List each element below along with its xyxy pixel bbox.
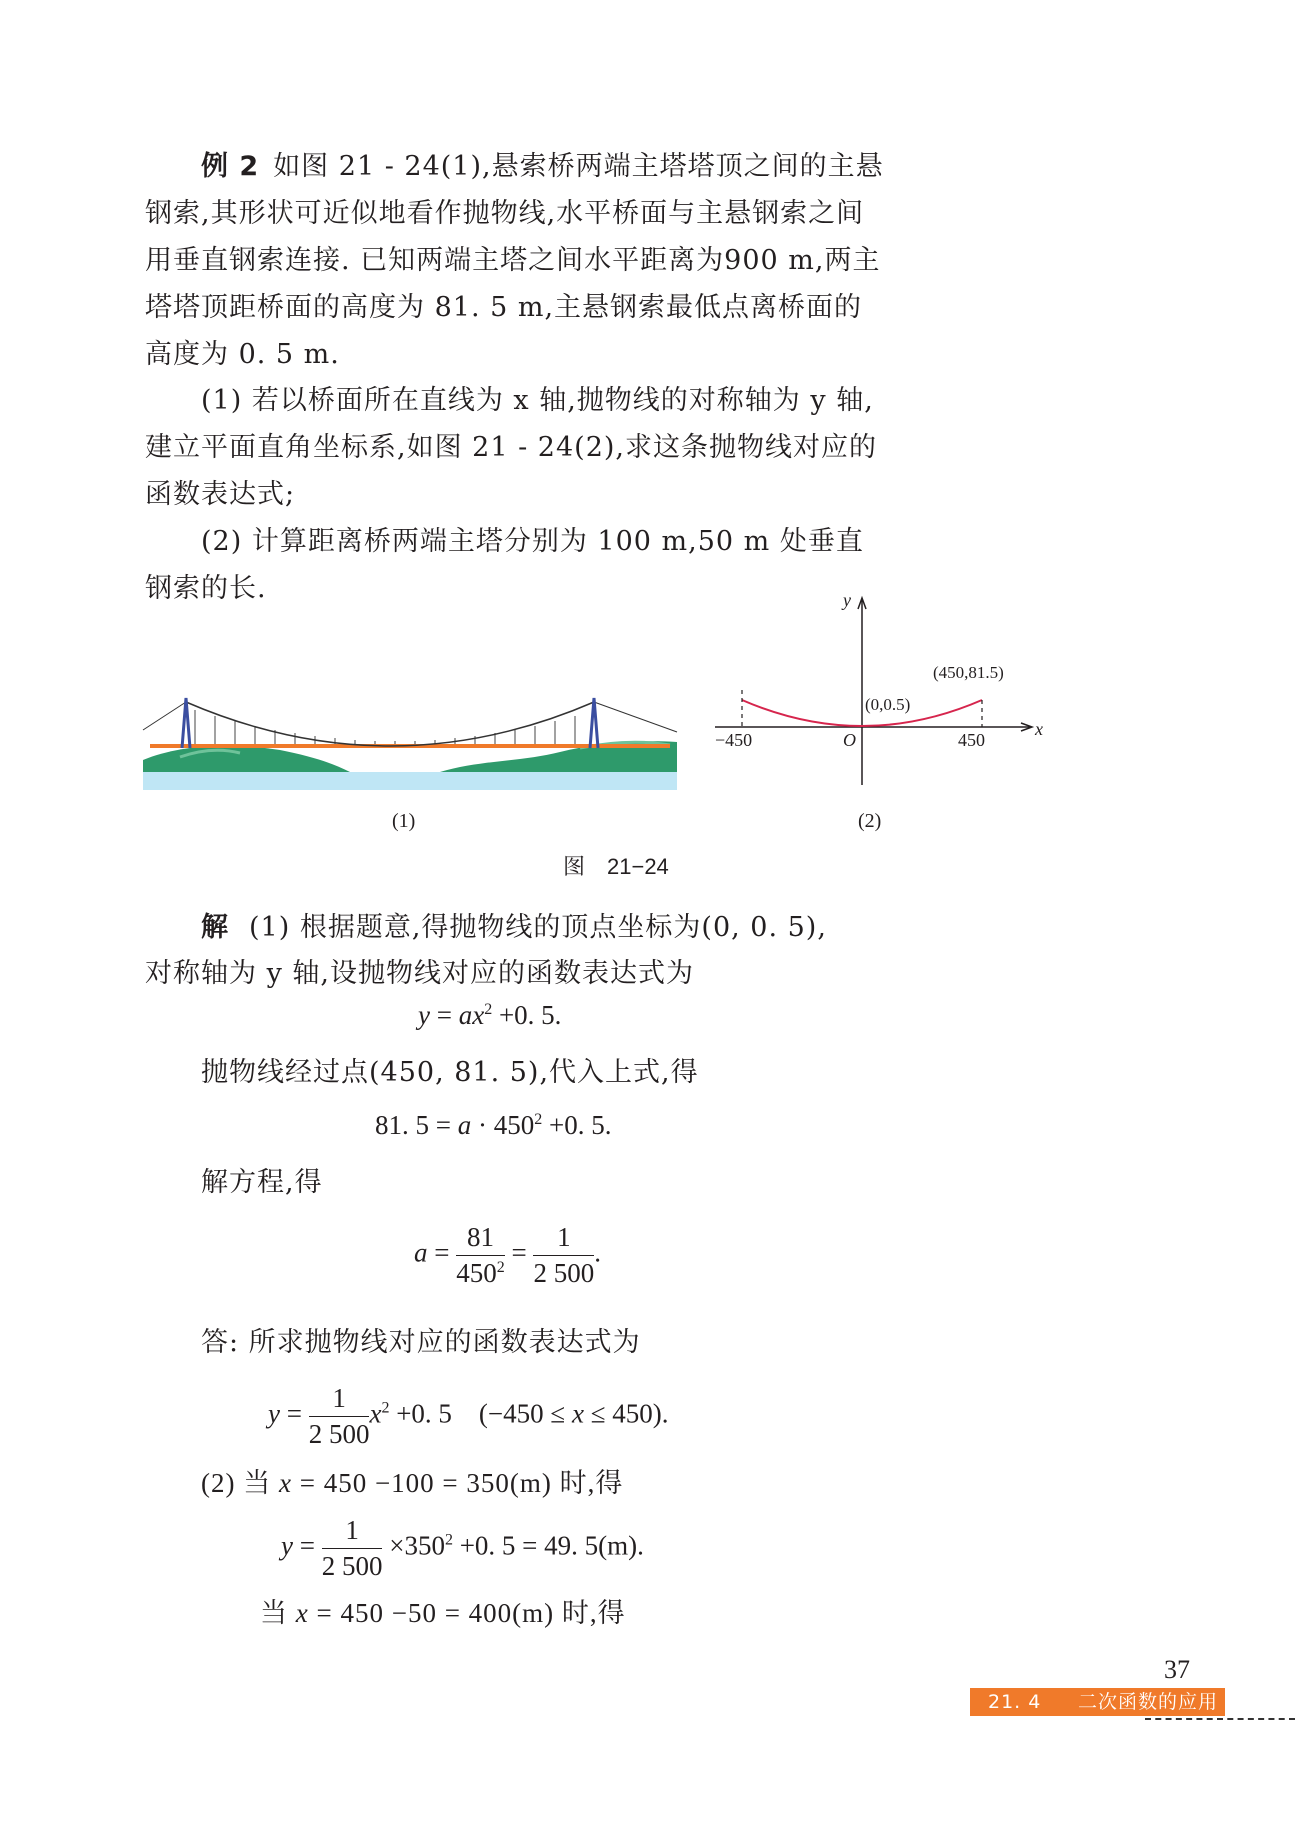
eq3-fraction-1: [456, 1222, 505, 1289]
eq5-exponent: 2: [444, 1531, 453, 1549]
left-anchor-cable: [143, 702, 186, 730]
eq5-num: 1: [322, 1515, 383, 1549]
eq3-num1: 81: [456, 1222, 505, 1256]
eq4-equals: =: [279, 1398, 309, 1429]
equation-1: [418, 1000, 561, 1031]
eq4-x-domain: x: [571, 1398, 584, 1429]
figure-sub-label-1: (1): [392, 810, 416, 832]
eq1-y: y: [418, 1000, 430, 1030]
water: [143, 772, 677, 790]
eq4-y: y: [268, 1398, 280, 1429]
vertical-cables: [195, 710, 575, 744]
part2-2-post: = 450 −50 = 400(m) 时,得: [308, 1598, 626, 1628]
part2-post: = 450 −100 = 350(m) 时,得: [291, 1468, 624, 1498]
eq3-den1: [456, 1256, 505, 1289]
eq3-den1-exp: 2: [496, 1259, 505, 1276]
right-tower: [590, 698, 598, 748]
solution-line-4: 解方程,得: [201, 1167, 323, 1198]
section-title: 二次函数的应用: [1078, 1691, 1219, 1713]
eq3-a: a: [414, 1237, 428, 1268]
origin-label: O: [843, 730, 856, 750]
solution-line-3: 抛物线经过点(450, 81. 5),代入上式,得: [201, 1057, 699, 1088]
section-number: 21. 4: [988, 1691, 1042, 1713]
part2-2-pre: 当: [260, 1598, 296, 1628]
eq3-fraction-2: [533, 1222, 594, 1289]
example-label: 例 2: [201, 151, 260, 182]
problem-intro-text: 如图 21 - 24(1),悬索桥两端主塔塔顶之间的主悬钢索,其形状可近似地看作抛物线,水平桥面与主悬钢索之间用垂直钢索连接. 已知两端主塔之间水平距离为900 m,两主塔塔顶距桥面的高度为 81. 5 m,主悬钢索最低点离桥面的高度为 0. 5 m.: [145, 151, 884, 370]
eq2-rest: +0. 5.: [542, 1110, 612, 1140]
answer-line: 答: 所求抛物线对应的函数表达式为: [201, 1327, 641, 1358]
eq1-exponent: 2: [484, 1001, 493, 1018]
eq2-dot: · 450: [471, 1110, 535, 1140]
problem-intro: [145, 143, 885, 378]
eq1-ax: ax: [458, 1000, 485, 1030]
right-anchor-cable: [594, 702, 677, 732]
page-number: 37: [1164, 1655, 1190, 1684]
eq3-num2: 1: [533, 1222, 594, 1256]
eq4-den: 2 500: [308, 1419, 370, 1449]
part2-x: x: [278, 1468, 292, 1498]
eq4-num: 1: [309, 1383, 370, 1417]
equation-5: [281, 1515, 644, 1582]
x-max-label: 450: [958, 730, 985, 750]
footer-dashed-rule: [1145, 1718, 1295, 1720]
eq4-rest: +0. 5 (−450 ≤: [389, 1398, 572, 1429]
eq5-fraction: [322, 1515, 383, 1582]
eq5-y: y: [281, 1530, 293, 1561]
problem-part-2: (2) 计算距离桥两端主塔分别为 100 m,50 m 处垂直钢索的长.: [145, 526, 864, 604]
x-axis-label: x: [1035, 719, 1043, 739]
main-cable: [186, 702, 594, 746]
eq3-den2: 2 500: [533, 1258, 595, 1288]
eq3-equals-2: =: [504, 1237, 534, 1268]
endpoint-label: (450,81.5): [933, 663, 1004, 682]
x-min-label: −450: [715, 730, 753, 750]
figure-caption: 图 21−24: [563, 854, 669, 879]
left-hill: [143, 746, 350, 772]
eq2-a: a: [457, 1110, 472, 1140]
equation-2: [375, 1110, 611, 1141]
equation-3: [414, 1222, 601, 1289]
vertex-label: (0,0.5): [865, 695, 911, 714]
part2-pre: (2) 当: [201, 1468, 279, 1498]
eq3-den1-base: 450: [456, 1258, 497, 1288]
eq5-rest: +0. 5 = 49. 5(m).: [452, 1530, 644, 1561]
eq4-fraction: [309, 1383, 370, 1450]
eq1-rest: +0. 5.: [492, 1000, 562, 1030]
eq3-end: .: [594, 1237, 601, 1268]
part2-2-x: x: [295, 1598, 309, 1628]
eq1-equals: =: [429, 1000, 459, 1030]
section-tag: [970, 1688, 1225, 1716]
parabola-graph: [705, 590, 1050, 790]
equation-4: [268, 1383, 669, 1450]
solution-text-1: (1) 根据题意,得抛物线的顶点坐标为(0, 0. 5),: [249, 912, 827, 943]
part2-line-2: [260, 1593, 626, 1633]
eq5-den: 2 500: [321, 1551, 383, 1581]
left-tower: [182, 698, 190, 748]
eq2-lhs: 81. 5 =: [375, 1110, 458, 1140]
solution-label: 解: [201, 912, 229, 943]
bridge-illustration: [140, 690, 680, 790]
y-axis-label: y: [843, 590, 851, 610]
eq4-rest2: ≤ 450).: [583, 1398, 669, 1429]
eq5-mid: ×350: [382, 1530, 445, 1561]
eq3-equals: =: [427, 1237, 457, 1268]
problem-part-1: (1) 若以桥面所在直线为 x 轴,抛物线的对称轴为 y 轴,建立平面直角坐标系,如图 21 - 24(2),求这条抛物线对应的函数表达式;: [145, 385, 877, 510]
solution-line-2: 对称轴为 y 轴,设抛物线对应的函数表达式为: [145, 958, 695, 989]
eq5-equals: =: [292, 1530, 322, 1561]
solution-line-1: [201, 908, 827, 948]
eq4-x: x: [369, 1398, 382, 1429]
eq2-exponent: 2: [534, 1111, 543, 1128]
figure-sub-label-2: (2): [858, 810, 882, 832]
eq4-exponent: 2: [381, 1399, 390, 1417]
part2-line: [201, 1463, 623, 1503]
